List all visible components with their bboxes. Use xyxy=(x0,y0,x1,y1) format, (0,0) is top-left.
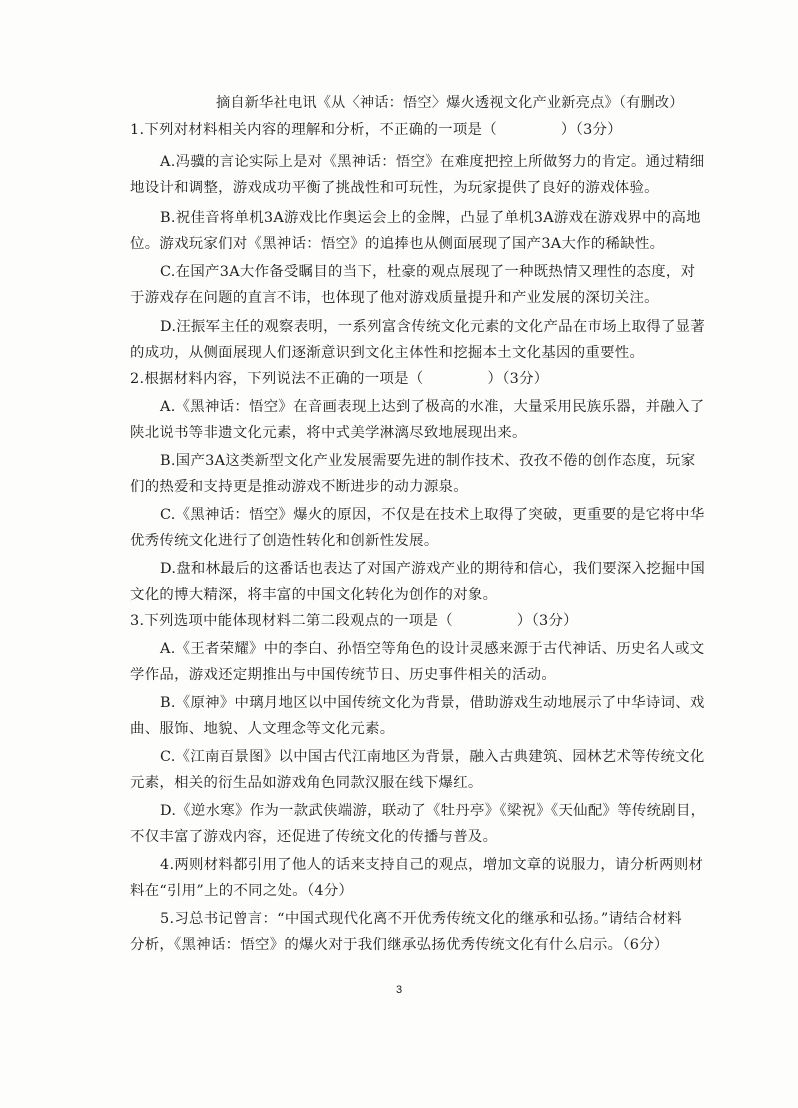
q1-option-b-line2: 位。游戏玩家们对《黑神话：悟空》的追捧也从侧面展现了国产3A大作的稀缺性。 xyxy=(130,236,665,252)
q3-option-c-line2: 元素，相关的衍生品如游戏角色同款汉服在线下爆红。 xyxy=(130,775,483,791)
q2-option-a-line1: A.《黑神话：悟空》在音画表现上达到了极高的水准，大量采用民族乐器，并融入了 xyxy=(160,399,705,415)
q2-option-b-line1: B.国产3A这类新型文化产业发展需要先进的制作技术、孜孜不倦的创作态度，玩家 xyxy=(160,453,696,469)
q2-option-d-line1: D.盘和林最后的这番话也表达了对国产游戏产业的期待和信心，我们要深入挖掘中国 xyxy=(160,561,706,577)
q4-line2: 料在“引用”上的不同之处。（4分） xyxy=(130,883,354,899)
q2-option-b-line2: 们的热爱和支持更是推动游戏不断进步的动力源泉。 xyxy=(130,479,468,495)
q3-option-a-line1: A.《王者荣耀》中的李白、孙悟空等角色的设计灵感来源于古代神话、历史名人或文 xyxy=(160,641,705,657)
q2-option-c-line1: C.《黑神话：悟空》爆火的原因，不仅是在技术上取得了突破，更重要的是它将中华 xyxy=(160,507,705,523)
q3-option-b-line2: 曲、服饰、地貌、人文理念等文化元素。 xyxy=(130,721,395,737)
q1-option-b-line1: B.祝佳音将单机3A游戏比作奥运会上的金牌，凸显了单机3A游戏在游戏界中的高地 xyxy=(160,210,701,226)
q1-option-a-line2: 地设计和调整，游戏成功平衡了挑战性和可玩性，为玩家提供了良好的游戏体验。 xyxy=(130,180,659,196)
q1-option-d-line1: D.汪振军主任的观察表明，一系列富含传统文化元素的文化产品在市场上取得了显著 xyxy=(160,319,706,335)
q1-option-c-line1: C.在国产3A大作备受瞩目的当下，杜豪的观点展现了一种既热情又理性的态度，对 xyxy=(160,264,696,280)
q5-line2: 分析，《黑神话：悟空》的爆火对于我们继承弘扬优秀传统文化有什么启示。（6分） xyxy=(130,937,669,953)
q1-stem xyxy=(130,120,622,140)
q1-option-d-line2: 的成功，从侧面展现人们逐渐意识到文化主体性和挖掘本土文化基因的重要性。 xyxy=(130,345,645,361)
q3-option-c-line1: C.《江南百景图》以中国古代江南地区为背景，融入古典建筑、园林艺术等传统文化 xyxy=(160,749,705,765)
q3-option-d-line2: 不仅丰富了游戏内容，还促进了传统文化的传播与普及。 xyxy=(130,829,498,845)
q2-stem xyxy=(130,369,549,389)
q2-option-c-line2: 优秀传统文化进行了创造性转化和创新性发展。 xyxy=(130,533,439,549)
q3-stem-a: 3.下列选项中能体现材料二第二段观点的一项是（ xyxy=(130,613,453,629)
q1-stem-a: 1.下列对材料相关内容的理解和分析，不正确的一项是（ xyxy=(130,122,497,138)
q3-stem xyxy=(130,611,578,631)
q3-option-a-line2: 学作品，游戏还定期推出与中国传统节日、历史事件相关的活动。 xyxy=(130,667,557,683)
q3-option-d-line1: D.《逆水寒》作为一款武侠端游，联动了《牡丹亭》《梁祝》《天仙配》等传统剧目， xyxy=(160,803,706,819)
q4-line1: 4.两则材料都引用了他人的话来支持自己的观点，增加文章的说服力，请分析两则材 xyxy=(160,857,704,873)
q2-stem-b: ）（3分） xyxy=(487,371,549,387)
q1-stem-b: ）（3分） xyxy=(560,122,622,138)
q2-stem-a: 2.根据材料内容，下列说法不正确的一项是（ xyxy=(130,371,424,387)
page-number: 3 xyxy=(396,984,403,996)
q3-option-b-line1: B.《原神》中璃月地区以中国传统文化为背景，借助游戏生动地展示了中华诗词、戏 xyxy=(160,695,705,711)
q5-line1: 5.习总书记曾言：“中国式现代化离不开优秀传统文化的继承和弘扬。”请结合材料 xyxy=(160,911,682,927)
source-citation: 摘自新华社电讯《从〈神话：悟空〉爆火透视文化产业新亮点》（有删改） xyxy=(216,95,684,111)
q2-option-d-line2: 文化的博大精深，将丰富的中国文化转化为创作的对象。 xyxy=(130,587,498,603)
q2-option-a-line2: 陕北说书等非遗文化元素，将中式美学淋漓尽致地展现出来。 xyxy=(130,425,527,441)
q1-option-a-line1: A.冯骥的言论实际上是对《黑神话：悟空》在难度把控上所做努力的肯定。通过精细 xyxy=(160,154,705,170)
q1-option-c-line2: 于游戏存在问题的直言不讳，也体现了他对游戏质量提升和产业发展的深切关注。 xyxy=(130,290,659,306)
q3-stem-b: ）（3分） xyxy=(516,613,578,629)
